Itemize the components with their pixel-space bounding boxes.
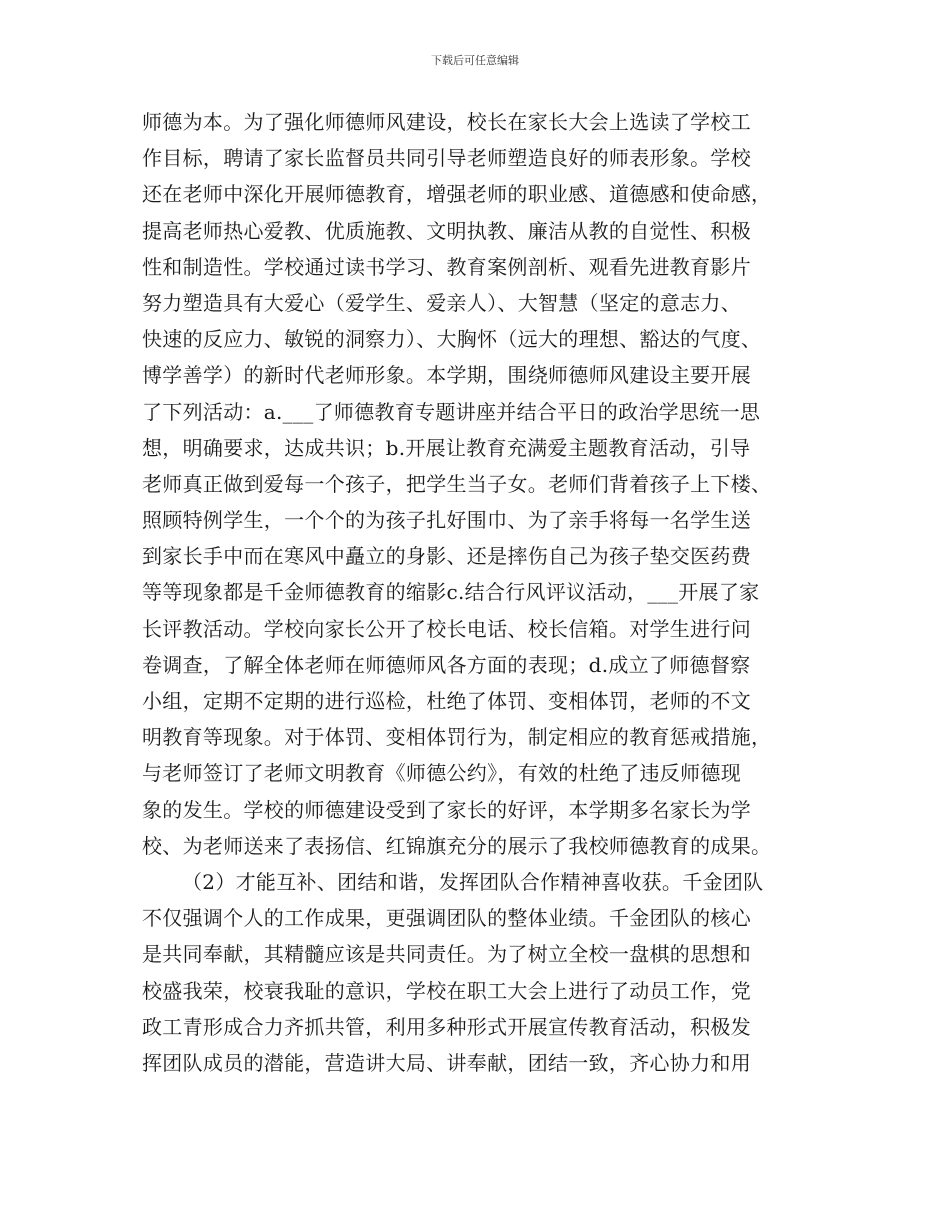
text-line: 还在老师中深化开展师德教育，增强老师的职业感、道德感和使命感， [142,182,772,207]
text-line: 老师真正做到爱每一个孩子，把学生当子女。老师们背着孩子上下楼、 [142,471,772,496]
page-header: 下载后可任意编辑 [431,54,519,67]
text-line: 师德为本。为了强化师德师风建设，校长在家长大会上选读了学校工 [142,110,751,134]
text-line: 努力塑造具有大爱心（爱学生、爱亲人）、大智慧（坚定的意志力、 [142,290,741,315]
text-line: 政工青形成合力齐抓共管，利用多种形式开展宣传教育活动，积极发 [142,1014,751,1039]
text-line: 卷调查，了解全体老师在师德师风各方面的表现；d.成立了师德督察 [142,652,751,677]
text-line: 了下列活动：a.___了师德教育专题讲座并结合平日的政治学思统一思 [142,399,761,424]
text-line: 象的发生。学校的师德建设受到了家长的好评，本学期多名家长为学 [142,797,751,822]
text-line: 想，明确要求，达成共识；b.开展让教育充满爱主题教育活动，引导 [142,435,751,460]
text-line: 照顾特例学生，一个个的为孩子扎好围巾、为了亲手将每一名学生送 [142,508,751,533]
text-line: 作目标，聘请了家长监督员共同引导老师塑造良好的师表形象。学校 [142,146,751,171]
text-line: 不仅强调个人的工作成果，更强调团队的整体业绩。千金团队的核心 [142,906,751,931]
text-line: 与老师签订了老师文明教育《师德公约》，有效的杜绝了违反师德现 [142,761,741,786]
document-body [142,104,822,1081]
text-line: （2）才能互补、团结和谐，发挥团队合作精神喜收获。千金团队 [182,869,764,894]
text-line: 提高老师热心爱教、优质施教、文明执教、廉洁从教的自觉性、积极 [142,218,751,243]
text-line: 校、为老师送来了表扬信、红锦旗充分的展示了我校师德教育的成果。 [142,833,772,858]
text-line: 性和制造性。学校通过读书学习、教育案例剖析、观看先进教育影片 [142,254,751,279]
text-line: 是共同奉献，其精髓应该是共同责任。为了树立全校一盘棋的思想和 [142,942,751,967]
text-line: 校盛我荣，校衰我耻的意识，学校在职工大会上进行了动员工作，党 [142,978,751,1003]
text-line: 博学善学）的新时代老师形象。本学期，围绕师德师风建设主要开展 [142,363,751,388]
text-line: 到家长手中而在寒风中矗立的身影、还是摔伤自己为孩子垫交医药费 [142,544,751,569]
text-line: 等等现象都是千金师德教育的缩影c.结合行风评议活动，___开展了家 [142,580,760,605]
text-line: 小组，定期不定期的进行巡检，杜绝了体罚、变相体罚，老师的不文 [142,689,751,713]
text-line: 长评教活动。学校向家长公开了校长电话、校长信箱。对学生进行问 [142,616,751,641]
text-line: 挥团队成员的潜能，营造讲大局、讲奉献，团结一致，齐心协力和用 [142,1050,751,1075]
text-line: 明教育等现象。对于体罚、变相体罚行为，制定相应的教育惩戒措施， [142,725,772,750]
text-line: 快速的反应力、敏锐的洞察力）、大胸怀（远大的理想、豁达的气度、 [142,327,762,352]
